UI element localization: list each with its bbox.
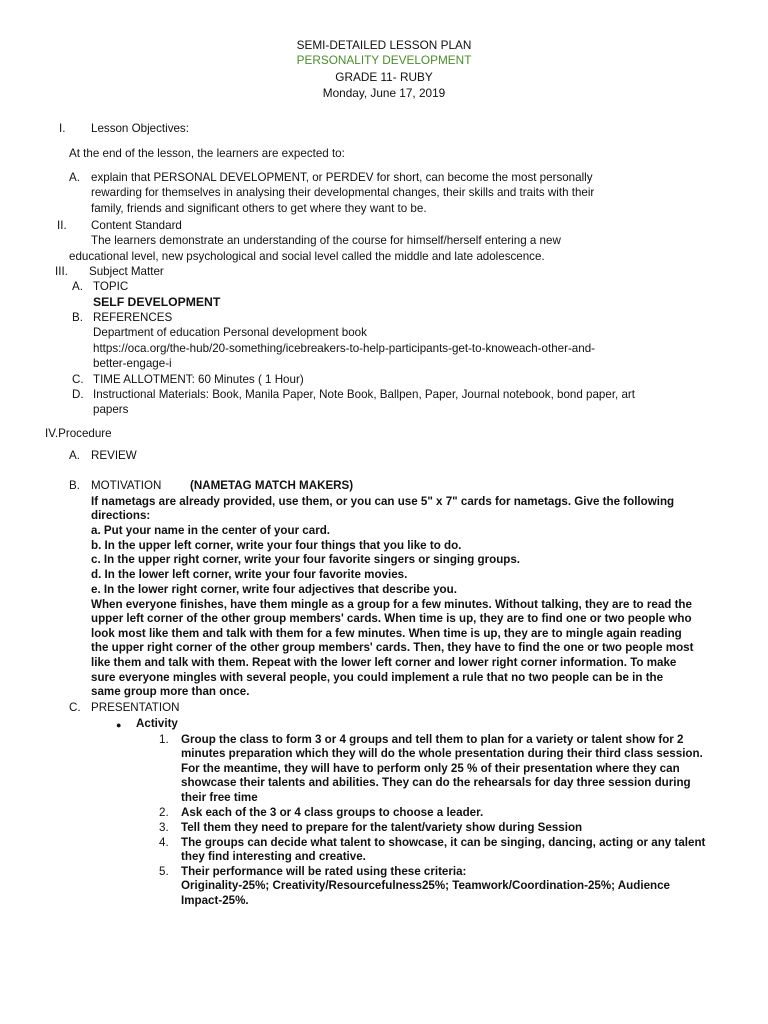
motivation-line: look most like them and talk with them for a few minutes. When time is up, they are to mingle again reading — [91, 627, 682, 640]
step-line: Originality-25%; Creativity/Resourcefulness25%; Teamwork/Coordination-25%; Audience — [181, 879, 670, 892]
content-standard-heading: Content Standard — [91, 219, 182, 232]
step-line: The groups can decide what talent to showcase, it can be singing, dancing, acting or any talent — [181, 836, 706, 849]
objectives-heading: Lesson Objectives: — [91, 122, 189, 135]
step-line: they find interesting and creative. — [181, 850, 366, 863]
step-line: Group the class to form 3 or 4 groups and tell them to plan for a variety or talent show for 2 — [181, 733, 684, 746]
objective-line: family, friends and significant others to get where they want to be. — [91, 202, 427, 215]
section-numeral-ii: II. — [57, 219, 67, 232]
motivation-label: B. — [69, 479, 80, 492]
step-number: 4. — [159, 836, 169, 849]
motivation-line: e. In the lower right corner, write four adjectives that describe you. — [91, 583, 457, 596]
reference-line: Department of education Personal development book — [93, 326, 367, 339]
review-label: A. — [69, 449, 80, 462]
grade-line: GRADE 11- RUBY — [335, 70, 433, 84]
content-standard-line: educational level, new psychological and social level called the middle and late adolescence. — [69, 250, 545, 263]
topic-label: A. — [72, 280, 83, 293]
presentation-label: C. — [69, 701, 81, 714]
materials-line: Instructional Materials: Book, Manila Paper, Note Book, Ballpen, Paper, Journal notebook, bond paper, art — [93, 388, 636, 401]
motivation-line: sure everyone mingles with several people, you could implement a rule that no two people can be in the — [91, 671, 664, 684]
objective-line: rewarding for themselves in analysing their developmental changes, their skills and traits with their — [91, 186, 595, 199]
subject-matter-heading: Subject Matter — [89, 265, 164, 278]
motivation-heading: MOTIVATION — [91, 479, 162, 492]
time-allotment: TIME ALLOTMENT: 60 Minutes ( 1 Hour) — [93, 373, 304, 386]
date-line: Monday, June 17, 2019 — [322, 86, 446, 100]
time-allotment-label: C. — [72, 373, 84, 386]
objective-a-label: A. — [69, 171, 80, 184]
motivation-title: (NAMETAG MATCH MAKERS) — [190, 479, 354, 492]
materials-line: papers — [93, 403, 129, 416]
presentation-heading: PRESENTATION — [91, 701, 180, 714]
topic-heading: TOPIC — [93, 280, 129, 293]
references-label: B. — [72, 311, 83, 324]
step-line: Impact-25%. — [181, 894, 249, 907]
step-number: 3. — [159, 821, 169, 834]
materials-label: D. — [72, 388, 84, 401]
topic-value: SELF DEVELOPMENT — [93, 295, 221, 309]
step-line: minutes preparation which they will do the whole presentation during their third class session. — [181, 747, 703, 760]
reference-link[interactable]: better-engage-i — [93, 357, 172, 370]
motivation-line: upper left corner of the other group members' cards. When time is up, they are to find one or two people who — [91, 612, 692, 625]
motivation-line: directions: — [91, 509, 151, 522]
review-heading: REVIEW — [91, 449, 137, 462]
step-line: Their performance will be rated using these criteria: — [181, 865, 467, 878]
step-line: Ask each of the 3 or 4 class groups to choose a leader. — [181, 806, 484, 819]
motivation-line: a. Put your name in the center of your card. — [91, 524, 331, 537]
motivation-line: When everyone finishes, have them mingle as a group for a few minutes. Without talking, they are to read the — [91, 598, 692, 611]
content-standard-line: The learners demonstrate an understanding of the course for himself/herself entering a new — [91, 234, 561, 247]
step-line: their free time — [181, 791, 258, 804]
activity-heading: Activity — [136, 717, 178, 730]
subject-title: PERSONALITY DEVELOPMENT — [296, 53, 472, 67]
step-number: 2. — [159, 806, 169, 819]
step-line: showcase their talents and abilities. They can do the rehearsals for day three session during — [181, 776, 691, 789]
bullet-icon: ● — [116, 720, 122, 730]
document-title: SEMI-DETAILED LESSON PLAN — [296, 38, 472, 52]
section-numeral-i: I. — [59, 122, 66, 135]
step-line: Tell them they need to prepare for the talent/variety show during Session — [181, 821, 583, 834]
references-heading: REFERENCES — [93, 311, 173, 324]
step-line: For the meantime, they will have to perform only 25 % of their presentation where they can — [181, 762, 680, 775]
objectives-intro: At the end of the lesson, the learners are expected to: — [69, 147, 345, 160]
motivation-line: like them and talk with them. Repeat with the lower left corner and lower right corner information. To make — [91, 656, 677, 669]
motivation-line: same group more than once. — [91, 685, 250, 698]
step-number: 1. — [159, 733, 169, 746]
motivation-line: the upper right corner of the other group members' cards. Then, they have to find the one or two people most — [91, 641, 694, 654]
reference-link[interactable]: https://oca.org/the-hub/20-something/icebreakers-to-help-participants-get-to-knoweach-other-and- — [93, 342, 596, 355]
motivation-line: d. In the lower left corner, write your four favorite movies. — [91, 568, 408, 581]
objective-line: explain that PERSONAL DEVELOPMENT, or PERDEV for short, can become the most personally — [91, 171, 593, 184]
motivation-line: c. In the upper right corner, write your four favorite singers or singing groups. — [91, 553, 521, 566]
motivation-line: If nametags are already provided, use them, or you can use 5" x 7" cards for nametags. Give the following — [91, 495, 675, 508]
procedure-heading: IV.Procedure — [45, 427, 112, 440]
section-numeral-iii: III. — [55, 265, 68, 278]
motivation-line: b. In the upper left corner, write your four things that you like to do. — [91, 539, 462, 552]
step-number: 5. — [159, 865, 169, 878]
